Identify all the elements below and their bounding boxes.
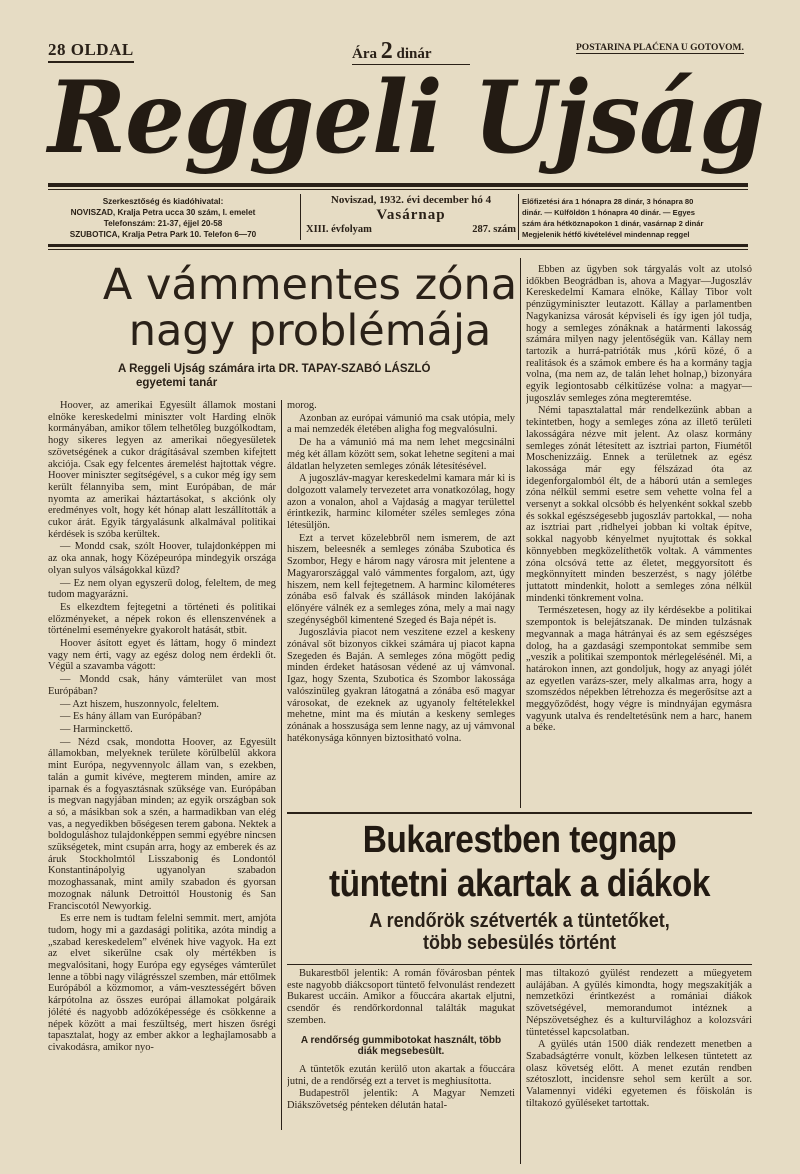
paragraph: — Azt hiszem, huszonnyolc, feleltem. xyxy=(60,698,219,710)
article1-column-1 xyxy=(48,400,276,1130)
paragraph: Ezt a tervet közelebbről nem ismerem, de azt hiszem, beleesnék a semleges zónába Szubotica és Szombor, Hegy e három nagy városra mit jelentene a Magyarországgal való vámmentes forgalom, azt, úgy hiszem, nem kell fejtegetnem. A harminc kilométeres zónába eső falvak és szállások minden lakójának előnyére válnék ez a semleges zóna, mely a mai nagy szegénységből kimentené Szeged és Baja népét is. xyxy=(287,532,515,626)
paragraph: mas tiltakozó gyülést rendezett a műegyetem aulájában. A gyülés kimondta, hogy megszakítják a nemzetközi érintkezést a romániai diákok szövetségével, memorandumot intéznek a Népszövetséghez és a kulturvilághoz a kolozsvári tüntetéssel kapcsolatban. xyxy=(526,968,752,1038)
article1-byline-line: egyetemi tanár xyxy=(136,377,218,389)
publisher-line: NOVISZAD, Kralja Petra ucca 30 szám, I. emelet xyxy=(70,208,256,217)
article2-column-2 xyxy=(526,968,752,1164)
article2-subheadline xyxy=(287,910,752,954)
paragraph: — Nézd csak, mondotta Hoover, az Egyesült államokban, melyeknek területe körülbelül akkora mint Európa, negyvennyolc állam van, s ezekben, talán a gumit kivéve, megterem minden, amire az iparnak és a fogyasztásnak szüksége van. Európában is megvan nagyjában minden; az egyik országban sok a só, a másikban sok a szén, a harmadikban van elég vas, a negyedikben bőségesen terem gabona. Nektek a boldoguláshoz tulajdonképpen semmi egyébre nincsen szükségetek, mint csupán arra, hogy az emberek és az áruk Stockholmtól Lisszabonig és Londontól Konstantinápolyig ugyanolyan szabadon mozoghassanak, mint amily szabadon és gyorsan mozognak nálunk Detroittól Houstonig és San Franciscotól Newyorkig. xyxy=(48,736,276,912)
publisher-line: SZUBOTICA, Kralja Petra Park 10. Telefon 6—70 xyxy=(69,230,257,239)
subscription-info xyxy=(522,196,752,240)
info-divider xyxy=(518,194,519,240)
paragraph: — Ez nem olyan egyszerű dolog, feleltem, de meg tudom magyarázni. xyxy=(48,577,276,601)
article1-byline-line: A Reggeli Ujság számára irta DR. TAPAY-SZABÓ LÁSZLÓ xyxy=(118,363,431,375)
article2-column-subhead: A rendőrség gummibotokat használt, több diák megsebesült. xyxy=(300,1034,502,1058)
price-value: 2 xyxy=(380,38,393,64)
page-count: 28 OLDAL xyxy=(48,40,134,63)
publisher-info xyxy=(48,196,278,240)
article2-subheadline-line: több sebesülés történt xyxy=(422,932,617,954)
subscription-line: dinár. — Külföldön 1 hónapra 40 dinár. — Egyes xyxy=(522,208,696,217)
newspaper-title: Reggeli Ujság xyxy=(48,59,764,177)
masthead-rule-top xyxy=(48,183,748,187)
paragraph: A tüntetők ezután kerülő uton akartak a főuccára jutni, de a rendőrség ezt a tervet is meghiusította. xyxy=(287,1063,515,1087)
issue-number: 287. szám xyxy=(472,224,516,235)
subscription-line: Megjelenik hétfő kivételével mindennap reggel xyxy=(522,230,690,239)
price-label: Ára xyxy=(352,46,377,62)
masthead-rule-bottom xyxy=(48,244,748,247)
paragraph: — Mondd csak, szólt Hoover, tulajdonképpen mi az oka annak, hogy Középeurópa mindegyik országa olyan sulyos válságokkal küzd? xyxy=(48,541,276,576)
column-divider xyxy=(520,258,521,808)
publisher-line: Telefonszám: 21-37, éjjel 20-58 xyxy=(103,219,223,228)
subscription-line: szám ára hétköznapokon 1 dinár, vasárnap 2 dinár xyxy=(522,219,704,228)
paragraph: A jugoszláv-magyar kereskedelmi kamara már ki is dolgozott valamely tervezetet arra vonatkozólag, hogy azon a vonalon, ahol a Vajdaság a magyar területtel érintkezik, harminc kilométer széles semleges zóna létesüljön. xyxy=(287,473,515,532)
info-divider xyxy=(300,194,301,240)
issue-date: Noviszad, 1932. évi december hó 4 xyxy=(330,194,492,206)
column-divider xyxy=(520,968,521,1164)
publisher-line: Szerkesztőség és kiadóhivatal: xyxy=(102,197,224,206)
paragraph: — Harminckettő. xyxy=(60,723,133,735)
article1-column-3 xyxy=(526,264,752,810)
paragraph: A gyülés után 1500 diák rendezett menetben a Szabadságtérre vonult, közben lelkesen tüntetett az olasz követség előtt. A menet ezután rendben szétoszlott, incidensre sehol sem került a sor. Valamennyi vidéki egyetemen és főiskolán is tiltakozó gyüléseket tartottak. xyxy=(526,1039,752,1109)
paragraph: Ebben az ügyben sok tárgyalás volt az utolsó időkben Beográdban is, ahova a Magyar—Jugoszláv Kereskedelmi Kamara elnöke, Kállay Tibor volt pénzügyminiszter leutazott. Kállay a parlamentben Nagykanizsa városát képviseli és így igen jól tudja, hogy a semleges zónáknak a határmenti lakosság számára milyen nagy jelentőségük van. Kállay nem tartozik a hurrá-patrióták mus ‚kórű közé, ő a realitások és a számok embere és ha a kormány tagja volna, (ma nem az, de talán lehet holnap,) bizonyára egyik legiontosabb célkitűzése volna: a magyar—jugoszláv semleges zóna megteremtése. xyxy=(526,264,752,404)
price-unit: dinár xyxy=(396,46,432,62)
subscription-line: Előfizetési ára 1 hónapra 28 dinár, 3 hónapra 80 xyxy=(522,197,694,206)
paragraph: Budapestről jelentik: A Magyar Nemzeti Diákszövetség pénteken délután hatal- xyxy=(287,1088,515,1112)
article1-byline xyxy=(118,362,518,390)
article1-headline-line: A vámmentes zóna xyxy=(102,260,518,310)
masthead-rule-bottom-thin xyxy=(48,249,748,250)
paragraph: Némi tapasztalattal már rendelkezünk abban a tekintetben, hogy a semleges zóna az illető területi lakosságára nézve mit jelent. Az olasz kormány semleges zónát létesített az isztriai parton, Fiumétől Moschenizzáig. Ennek a területnek az egész lakossága már egy félszázad óta az idegenforgalomból élt, de a háború után a semleges zóna nélkül semmi esetre sem vehette volna fel a versenyt a sokkal olcsóbb és helyenként sokkal szebb és sokkal egészségesebb jugoszláv partokkal, — noha az isztriai part ‚ridhelyei jobban ki voltak építve, sokkal nagyobb kényelmet nyujtottak és sokkal könnyebben megközelíthetők voltak. A vámmentes zóna olcsóvá tette az életet, meggyorsított és megkönnyített minden beszerzést, s nagy jólétbe juttatott mindenkit, holott a semleges zóna nélkül mindenki tönkrement volna. xyxy=(526,405,752,604)
article1-headline-line: nagy problémája xyxy=(128,306,492,356)
article1-headline xyxy=(100,262,520,354)
paragraph: Jugoszlávia piacot nem veszitene ezzel a keskeny zónával sőt bizonyos cikkei számára uj piacot kapna Szegeden és Baján. A semleges zóna mögött pedig minden érdeket hatásosan védené az uj vámvonal. Igaz, hogy Szenta, Szubotica és Szombor lakossága valószinüleg gyakran látogatná a zónába eső magyar városokat, de ezeknek az ugyanoly feltételekkel mehetne, mint ma és miután a keskeny semleges zónának a hosszusága sem lenne nagy, az uj vámvonal hatékonysága könnyen biztositható volna. xyxy=(287,627,515,744)
paragraph: morog. xyxy=(287,400,317,411)
paragraph: Hoover, az amerikai Egyesült államok mostani elnöke kereskedelmi miniszter volt Harding elnök kormányában, amikor tőlem telhetőleg buzgólkodtam, hogy sikeres legyen az amerikai nőegyesületek szövetségének a cukor drágításával szemben kifejtett akciója. Csak egy felcentes áremelést hajtottak végre. Hoover miniszter segítségével, s a cukor még így sem került félannyiba sem, mint Európában, de már nyomta az amerikai háztartásokat, s akciónk oly eredményes volt, hogy két hónap alatt leszállították a cukor árát. Egyik tárgyalásunk alkalmával politikai kérdések is szóba kerültek. xyxy=(48,400,276,540)
article1-column-2 xyxy=(287,400,515,808)
paragraph: Es erre nem is tudtam felelni semmit. mert, amjóta tudom, hogy mi a gazdasági politika, azóta mindig a „szabad kereskedelem” elvének hive vagyok. Ha ezt az elvet sikerülne csak oly mértékben is megvalósitani, hogy Európa egy egységes vámterület lenne a többi nagy világrésszel szemben, már ettőlmek Európából a közmomor, a vám-vesztességért bőven kárpótolna az összes európai államokat polgáraik jólété és nagyobb adózóképessége és csökkenne a népek között a mai feszültség, mert hiszen ősrégi tapasztalat, hogy az ember akkor a leghajlamosabb a civakodásra, amikor nyo- xyxy=(48,913,276,1053)
issue-volume: XIII. évfolyam xyxy=(306,224,372,235)
paragraph: Azonban az európai vámunió ma csak utópia, mely a mai nemzedék életében aligha fog megvalósulni. xyxy=(287,412,515,436)
issue-day: Vasárnap xyxy=(376,207,446,223)
masthead-rule-top-thin xyxy=(48,189,748,190)
paragraph: De ha a vámunió má ma nem lehet megcsinálni még két állam között sem, sokat lehetne segíteni a mai áldatlan helyzeten semleges zónák létesítésével. xyxy=(287,437,515,472)
paragraph: Természetesen, hogy az ily kérdésekbe a politikai szempontok is belejátszanak. De minden tulzásnak megvannak a maga hátrányai és az sem egészséges dolog, ha a gazdasági szempontokat semmibe sem „veszik a politikai szempontok mérlegelésénél. Mi, a határokon innen, azt gondoljuk, hogy az anyagi jólét az egyetlen varázs-szer, mely alkalmas arra, hogy a szomszédos népekben létrehozza és megerősítse azt a meggyőződést, hogy végre is mindnyájan egymásra vagyunk utalva és rendeltetésünk nem a harc, hanem a béke. xyxy=(526,605,752,734)
column-divider xyxy=(281,400,282,1130)
paragraph: — Es hány állam van Európában? xyxy=(60,711,202,723)
article2-headline-line: Bukarestben tegnap xyxy=(362,819,677,861)
postage-note: POSTARINA PLAĆENA U GOTOVOM. xyxy=(576,43,744,53)
paragraph: — Mondd csak, hány vámterület van most Európában? xyxy=(48,674,276,697)
article2-column-1 xyxy=(287,968,515,1164)
article2-rule-bottom xyxy=(287,964,752,965)
paragraph: Hoover ásított egyet és láttam, hogy ő mindezt vagy nem érti, vagy az egész dolog nem érdekli őt. Végül a szavamba vágott: xyxy=(48,638,276,673)
paragraph: Es elkezdtem fejtegetni a történeti és politikai előzményeket, a népek rokon és ellenszenvének a történelmi eseményekre gyakorolt hatását, stbit. xyxy=(48,601,276,637)
article2-subheadline-line: A rendőrök szétverték a tüntetőket, xyxy=(369,910,670,932)
issue-info xyxy=(306,194,516,235)
article2-rule-top xyxy=(287,812,752,814)
article2-headline xyxy=(287,818,752,906)
paragraph: Bukarestből jelentik: A román fővárosban péntek este nagyobb diákcsoport tüntető felvonulást rendezett Bukarest uccáin. Amikor a főuccára akartak eljutni, csendőr és rendőrkordonnal találták magukat szemben. xyxy=(287,968,515,1026)
article2-headline-line: tüntetni akartak a diákok xyxy=(328,863,711,905)
